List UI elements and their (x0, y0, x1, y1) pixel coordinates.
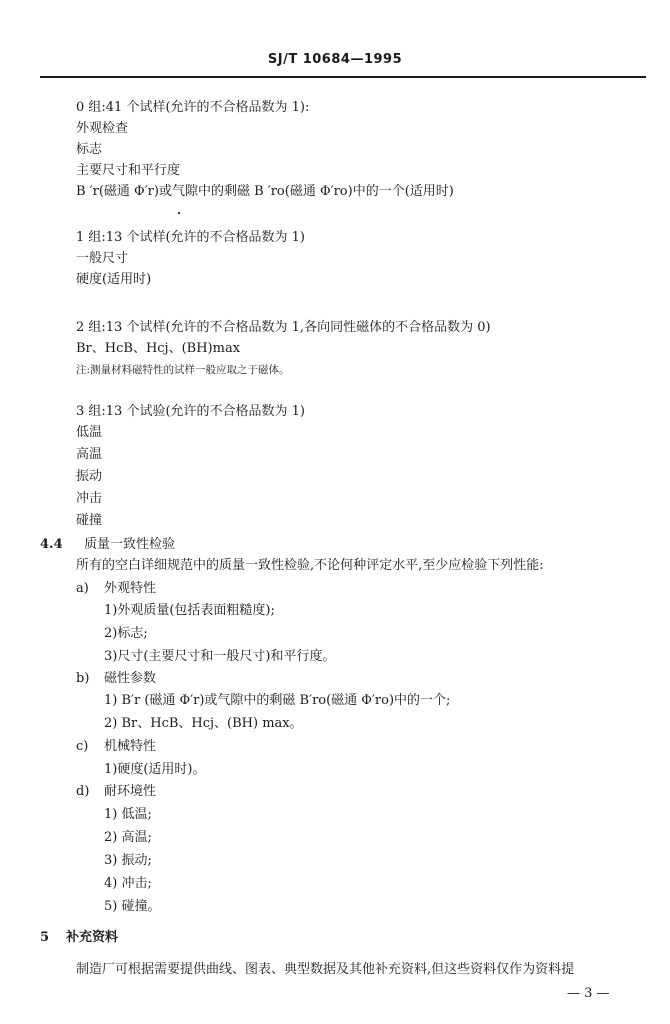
group3-item: 振动 (76, 469, 103, 484)
group0-item: 标志 (76, 142, 103, 157)
item-c-title: 机械特性 (104, 739, 157, 754)
group1-title: 1 组:13 个试样(允许的不合格品数为 1) (76, 230, 306, 245)
group1-item: 一般尺寸 (76, 251, 129, 266)
item-b-title: 磁性参数 (104, 671, 157, 686)
item-c-sub: 1)硬度(适用时)。 (104, 762, 206, 777)
group0-item: 外观检查 (76, 121, 129, 136)
item-b-sub: 1) B′r (磁通 Φ′r)或气隙中的剩磁 B′ro(磁通 Φ′ro)中的一个; (104, 693, 451, 708)
item-d-sub: 4) 冲击; (104, 876, 152, 891)
group2-item: Br、HcB、Hcj、(BH)max (76, 341, 241, 356)
group3-item: 冲击 (76, 491, 103, 506)
section-5-number: 5 (40, 930, 50, 945)
standard-header: SJ/T 10684—1995 (267, 52, 403, 67)
section-5-title: 补充资料 (66, 930, 119, 945)
section-4-4-intro: 所有的空白详细规范中的质量一致性检验,不论何种评定水平,至少应检验下列性能: (76, 558, 544, 573)
item-a-title: 外观特性 (104, 581, 157, 596)
group3-item: 高温 (76, 447, 103, 462)
group2-title: 2 组:13 个试样(允许的不合格品数为 1,各向同性磁体的不合格品数为 0) (76, 320, 491, 335)
item-a-sub: 1)外观质量(包括表面粗糙度); (104, 603, 275, 618)
group3-item: 低温 (76, 425, 103, 440)
page-number: — 3 — (567, 986, 610, 1001)
item-a-label: a) (76, 581, 89, 596)
item-b-sub: 2) Br、HcB、Hcj、(BH) max。 (104, 716, 303, 731)
item-d-title: 耐环境性 (104, 784, 157, 799)
group2-note: 注:测量材料磁特性的试样一般应取之于磁体。 (76, 364, 290, 376)
item-d-sub: 5) 碰撞。 (104, 899, 161, 914)
item-d-sub: 3) 振动; (104, 853, 152, 868)
item-c-label: c) (76, 739, 89, 754)
item-b-label: b) (76, 671, 90, 686)
item-a-sub: 2)标志; (104, 626, 148, 641)
group1-item: 硬度(适用时) (76, 272, 152, 287)
item-d-sub: 2) 高温; (104, 830, 152, 845)
group0-item: 主要尺寸和平行度 (76, 163, 181, 178)
section-4-4-number: 4.4 (40, 537, 63, 552)
group3-title: 3 组:13 个试验(允许的不合格品数为 1) (76, 404, 306, 419)
item-d-label: d) (76, 784, 90, 799)
section-5-text: 制造厂可根据需要提供曲线、图表、典型数据及其他补充资料,但这些资料仅作为资料提 (76, 962, 575, 977)
group0-item: B ′r(磁通 Φ′r)或气隙中的剩磁 B ′ro(磁通 Φ′ro)中的一个(适用时) (76, 184, 454, 199)
group0-title: 0 组:41 个试样(允许的不合格品数为 1): (76, 100, 310, 115)
group3-item: 碰撞 (76, 513, 103, 528)
item-d-sub: 1) 低温; (104, 807, 152, 822)
stray-dot (178, 212, 180, 214)
item-a-sub: 3)尺寸(主要尺寸和一般尺寸)和平行度。 (104, 649, 336, 664)
header-rule (40, 76, 646, 78)
section-4-4-title: 质量一致性检验 (84, 537, 176, 552)
